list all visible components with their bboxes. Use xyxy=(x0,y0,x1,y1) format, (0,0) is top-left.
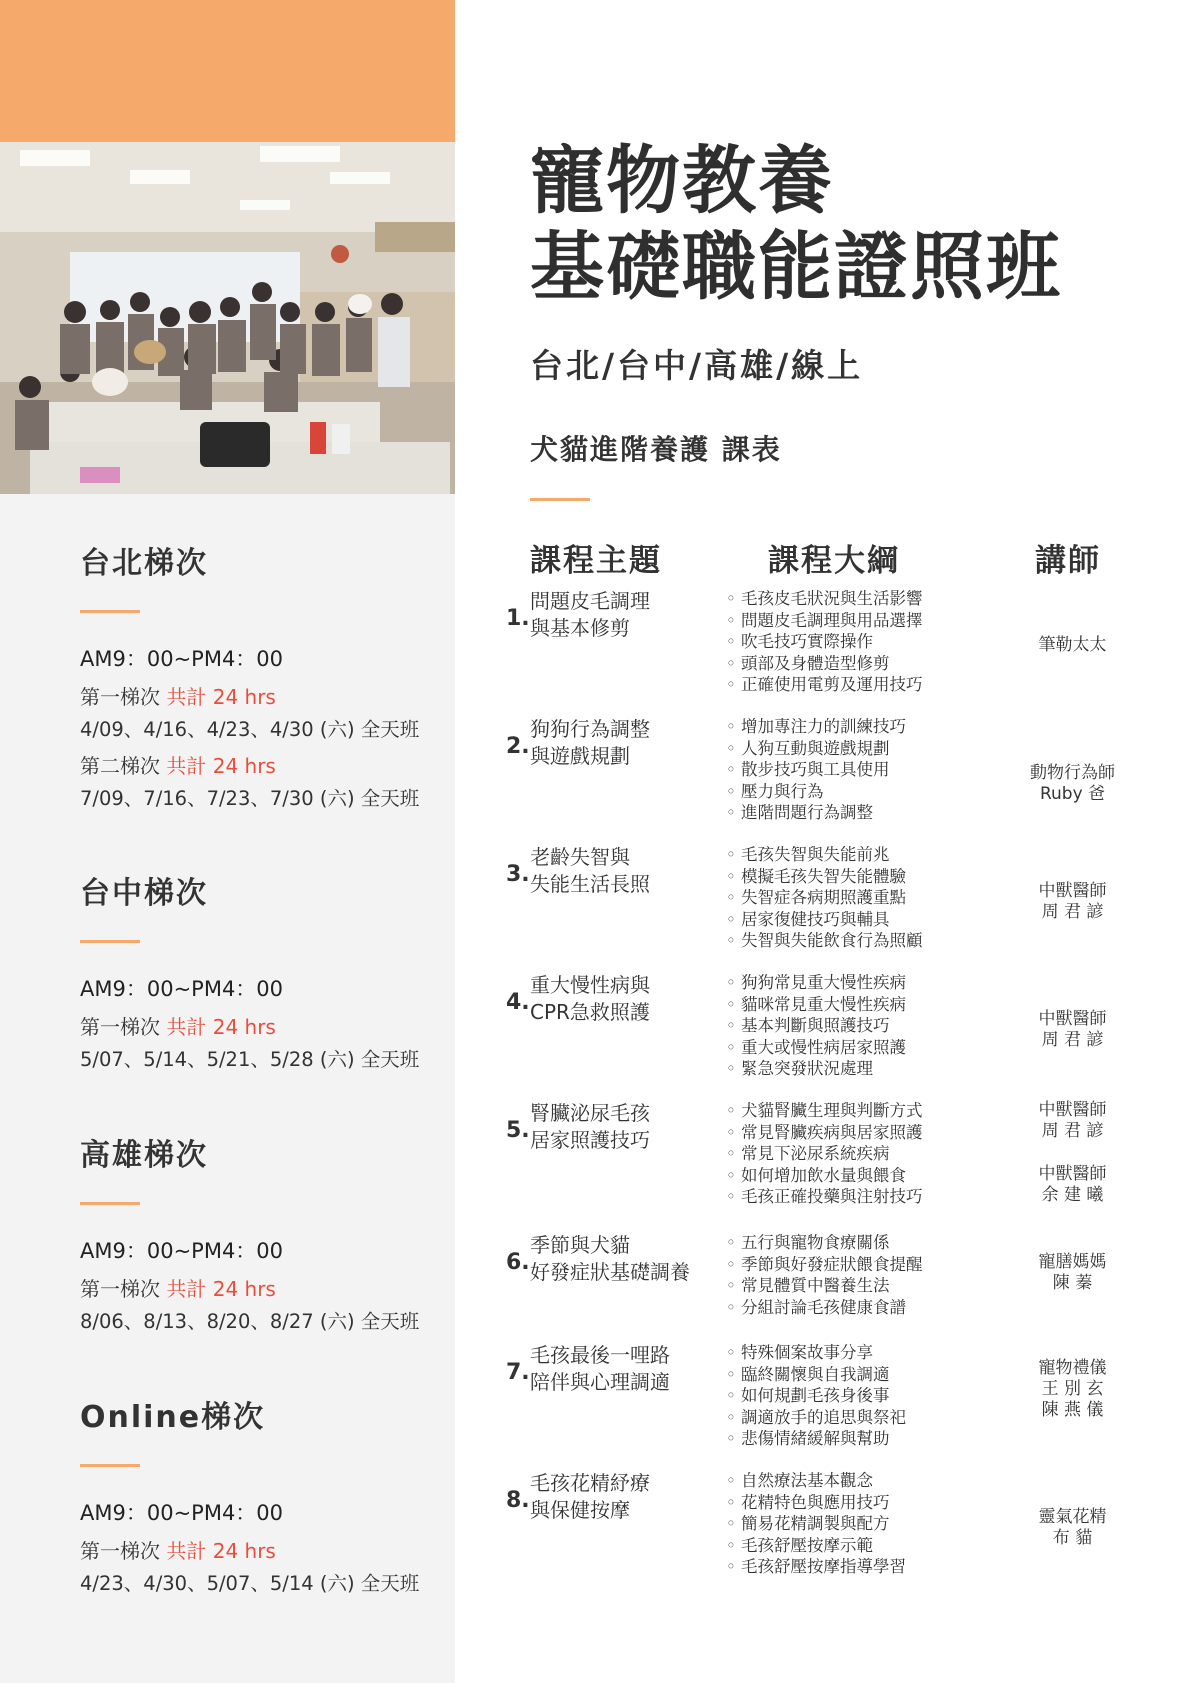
course-teacher xyxy=(1010,1358,1135,1421)
session-dates: 4/09、4/16、4/23、4/30 (六) 全天班 xyxy=(80,718,420,741)
session-label: 第一梯次 xyxy=(80,1539,167,1563)
outline-item: ◦ 簡易花精調製與配方 xyxy=(726,1513,906,1535)
course-topic-line: 重大慢性病與 xyxy=(530,973,650,997)
schedule-subtitle: 犬貓進階養護 課表 xyxy=(530,433,782,466)
title-line: 寵物教養 xyxy=(530,138,834,224)
teacher-line: 中獸醫師 xyxy=(1038,1100,1107,1120)
course-topic xyxy=(530,588,650,642)
page-title xyxy=(530,138,1062,310)
outline-item: ◦ 居家復健技巧與輔具 xyxy=(726,909,922,931)
course-teacher xyxy=(1010,1100,1135,1206)
teacher-line: 寵物禮儀 xyxy=(1038,1358,1107,1378)
course-topic-line: 季節與犬貓 xyxy=(530,1233,630,1257)
outline-item: ◦ 貓咪常見重大慢性疾病 xyxy=(726,994,906,1016)
course-topic-line: 狗狗行為調整 xyxy=(530,717,650,741)
outline-item: ◦ 常見體質中醫養生法 xyxy=(726,1275,922,1297)
course-topic xyxy=(530,716,650,770)
course-topic xyxy=(530,1470,650,1524)
course-number: 8. xyxy=(506,1488,530,1513)
orange-divider xyxy=(530,498,590,501)
session-hours: 共計 24 hrs xyxy=(166,754,276,778)
session-label: 第二梯次 xyxy=(80,754,167,778)
teacher-line: 周 君 諺 xyxy=(1041,1030,1104,1050)
outline-item: ◦ 如何增加飲水量與餵食 xyxy=(726,1165,922,1187)
batch-time: AM9：00~PM4：00 xyxy=(80,1501,284,1525)
outline-item: ◦ 常見腎臟疾病與居家照護 xyxy=(726,1122,922,1144)
teacher-line: 周 君 諺 xyxy=(1041,902,1104,922)
teacher-group xyxy=(1010,1164,1135,1206)
teacher-group xyxy=(1010,635,1135,656)
teacher-group xyxy=(1010,881,1135,923)
session-label: 第一梯次 xyxy=(80,1277,167,1301)
outline-item: ◦ 人狗互動與遊戲規劃 xyxy=(726,738,906,760)
course-topic xyxy=(530,972,650,1026)
outline-item: ◦ 五行與寵物食療關係 xyxy=(726,1232,922,1254)
outline-item: ◦ 如何規劃毛孩身後事 xyxy=(726,1385,906,1407)
outline-item: ◦ 問題皮毛調理與用品選擇 xyxy=(726,610,922,632)
teacher-line: 余 建 曦 xyxy=(1041,1185,1104,1205)
orange-divider xyxy=(80,1202,140,1205)
outline-item: ◦ 調適放手的追思與祭祀 xyxy=(726,1407,906,1429)
course-topic xyxy=(530,1232,690,1286)
teacher-group xyxy=(1010,1100,1135,1142)
teacher-line: 動物行為師 xyxy=(1030,763,1115,783)
session-hours: 共計 24 hrs xyxy=(166,1539,276,1563)
session-hours: 共計 24 hrs xyxy=(166,685,276,709)
locations-line: 台北/台中/高雄/線上 xyxy=(530,346,864,385)
course-teacher xyxy=(1010,635,1135,656)
course-topic-line: 陪伴與心理調適 xyxy=(530,1370,670,1394)
course-topic xyxy=(530,844,650,898)
outline-item: ◦ 毛孩皮毛狀況與生活影響 xyxy=(726,588,922,610)
outline-item: ◦ 犬貓腎臟生理與判斷方式 xyxy=(726,1100,922,1122)
course-number: 2. xyxy=(506,734,530,759)
teacher-group xyxy=(1010,1009,1135,1051)
teacher-group xyxy=(1010,1507,1135,1549)
orange-divider xyxy=(80,1464,140,1467)
teacher-line: 中獸醫師 xyxy=(1038,1009,1107,1029)
batch-online xyxy=(80,1392,450,1596)
outline-item: ◦ 毛孩失智與失能前兆 xyxy=(726,844,922,866)
outline-item: ◦ 吹毛技巧實際操作 xyxy=(726,631,922,653)
teacher-line: 中獸醫師 xyxy=(1038,881,1107,901)
batch-time: AM9：00~PM4：00 xyxy=(80,977,284,1001)
session-dates: 8/06、8/13、8/20、8/27 (六) 全天班 xyxy=(80,1310,420,1333)
teacher-line: Ruby 爸 xyxy=(1039,784,1106,804)
outline-item: ◦ 臨終關懷與自我調適 xyxy=(726,1364,906,1386)
course-topic-line: 毛孩最後一哩路 xyxy=(530,1343,670,1367)
course-topic-line: 失能生活長照 xyxy=(530,872,650,896)
class-group-photo xyxy=(0,142,455,494)
course-outline-list xyxy=(726,1100,922,1208)
teacher-line: 寵膳媽媽 xyxy=(1038,1252,1107,1272)
teacher-line: 周 君 諺 xyxy=(1041,1121,1104,1141)
course-topic xyxy=(530,1342,670,1396)
course-outline-list xyxy=(726,1342,906,1450)
course-topic xyxy=(530,1100,650,1154)
outline-item: ◦ 花精特色與應用技巧 xyxy=(726,1492,906,1514)
outline-item: ◦ 毛孩舒壓按摩示範 xyxy=(726,1535,906,1557)
course-outline-list xyxy=(726,716,906,824)
outline-item: ◦ 失智症各病期照護重點 xyxy=(726,887,922,909)
course-outline-list xyxy=(726,972,906,1080)
course-topic-line: 與遊戲規劃 xyxy=(530,744,630,768)
orange-header-block xyxy=(0,0,455,142)
teacher-group xyxy=(1010,763,1135,805)
outline-item: ◦ 分組討論毛孩健康食譜 xyxy=(726,1297,922,1319)
outline-item: ◦ 基本判斷與照護技巧 xyxy=(726,1015,906,1037)
session-dates: 4/23、4/30、5/07、5/14 (六) 全天班 xyxy=(80,1572,420,1595)
outline-item: ◦ 失智與失能飲食行為照顧 xyxy=(726,930,922,952)
course-outline-list xyxy=(726,844,922,952)
outline-item: ◦ 狗狗常見重大慢性疾病 xyxy=(726,972,906,994)
outline-item: ◦ 模擬毛孩失智失能體驗 xyxy=(726,866,922,888)
header-topic: 課程主題 xyxy=(530,543,662,579)
session-dates: 7/09、7/16、7/23、7/30 (六) 全天班 xyxy=(80,787,420,810)
session-line xyxy=(80,681,450,710)
course-topic-line: 與保健按摩 xyxy=(530,1498,630,1522)
course-teacher xyxy=(1010,763,1135,805)
course-number: 6. xyxy=(506,1250,530,1275)
outline-item: ◦ 進階問題行為調整 xyxy=(726,802,906,824)
outline-item: ◦ 散步技巧與工具使用 xyxy=(726,759,906,781)
session-hours: 共計 24 hrs xyxy=(166,1277,276,1301)
session-label: 第一梯次 xyxy=(80,685,167,709)
course-number: 5. xyxy=(506,1118,530,1143)
outline-item: ◦ 頭部及身體造型修剪 xyxy=(726,653,922,675)
batch-time: AM9：00~PM4：00 xyxy=(80,1239,284,1263)
teacher-line: 陳 燕 儀 xyxy=(1041,1400,1104,1420)
teacher-line: 陳 蓁 xyxy=(1052,1273,1093,1293)
course-teacher xyxy=(1010,881,1135,923)
title-line: 基礎職能證照班 xyxy=(530,224,1062,310)
course-number: 7. xyxy=(506,1360,530,1385)
session-hours: 共計 24 hrs xyxy=(166,1015,276,1039)
course-teacher xyxy=(1010,1009,1135,1051)
orange-divider xyxy=(80,940,140,943)
orange-divider xyxy=(80,610,140,613)
outline-item: ◦ 特殊個案故事分享 xyxy=(726,1342,906,1364)
outline-item: ◦ 毛孩舒壓按摩指導學習 xyxy=(726,1556,906,1578)
course-outline-list xyxy=(726,588,922,696)
outline-item: ◦ 正確使用電剪及運用技巧 xyxy=(726,674,922,696)
batch-title: 台北梯次 xyxy=(80,546,208,581)
teacher-line: 筆勒太太 xyxy=(1038,635,1107,655)
session-line xyxy=(80,1535,450,1564)
session-dates: 5/07、5/14、5/21、5/28 (六) 全天班 xyxy=(80,1048,420,1071)
batch-taipei xyxy=(80,538,450,811)
batch-title: 台中梯次 xyxy=(80,876,208,911)
course-topic-line: CPR急救照護 xyxy=(530,1000,650,1024)
course-teacher xyxy=(1010,1252,1135,1294)
course-topic-line: 毛孩花精紓療 xyxy=(530,1471,650,1495)
outline-item: ◦ 自然療法基本觀念 xyxy=(726,1470,906,1492)
teacher-line: 中獸醫師 xyxy=(1038,1164,1107,1184)
course-number: 3. xyxy=(506,862,530,887)
header-outline: 課程大綱 xyxy=(768,543,900,579)
batch-title: Online梯次 xyxy=(80,1400,266,1435)
teacher-line: 布 貓 xyxy=(1052,1528,1093,1548)
teacher-line: 王 別 玄 xyxy=(1041,1379,1104,1399)
outline-item: ◦ 緊急突發狀況處理 xyxy=(726,1058,906,1080)
course-topic-line: 老齡失智與 xyxy=(530,845,630,869)
course-outline-list xyxy=(726,1470,906,1578)
teacher-line: 靈氣花精 xyxy=(1038,1507,1107,1527)
course-topic-line: 居家照護技巧 xyxy=(530,1128,650,1152)
batch-taichung xyxy=(80,868,450,1072)
teacher-group xyxy=(1010,1252,1135,1294)
course-topic-line: 問題皮毛調理 xyxy=(530,589,650,613)
outline-item: ◦ 季節與好發症狀餵食提醒 xyxy=(726,1254,922,1276)
session-line xyxy=(80,1011,450,1040)
session-label: 第一梯次 xyxy=(80,1015,167,1039)
course-topic-line: 好發症狀基礎調養 xyxy=(530,1260,690,1284)
outline-item: ◦ 悲傷情緒緩解與幫助 xyxy=(726,1428,906,1450)
course-topic-line: 與基本修剪 xyxy=(530,616,630,640)
teacher-group xyxy=(1010,1358,1135,1421)
batch-time: AM9：00~PM4：00 xyxy=(80,647,284,671)
course-outline-list xyxy=(726,1232,922,1318)
course-topic-line: 腎臟泌尿毛孩 xyxy=(530,1101,650,1125)
session-line xyxy=(80,1273,450,1302)
course-number: 1. xyxy=(506,606,530,631)
outline-item: ◦ 增加專注力的訓練技巧 xyxy=(726,716,906,738)
outline-item: ◦ 常見下泌尿系統疾病 xyxy=(726,1143,922,1165)
course-teacher xyxy=(1010,1507,1135,1549)
course-number: 4. xyxy=(506,990,530,1015)
outline-item: ◦ 毛孩正確投藥與注射技巧 xyxy=(726,1186,922,1208)
header-teacher: 講師 xyxy=(1035,543,1101,579)
batch-title: 高雄梯次 xyxy=(80,1138,208,1173)
batch-kaohsiung xyxy=(80,1130,450,1334)
outline-item: ◦ 重大或慢性病居家照護 xyxy=(726,1037,906,1059)
session-line xyxy=(80,750,450,779)
outline-item: ◦ 壓力與行為 xyxy=(726,781,906,803)
